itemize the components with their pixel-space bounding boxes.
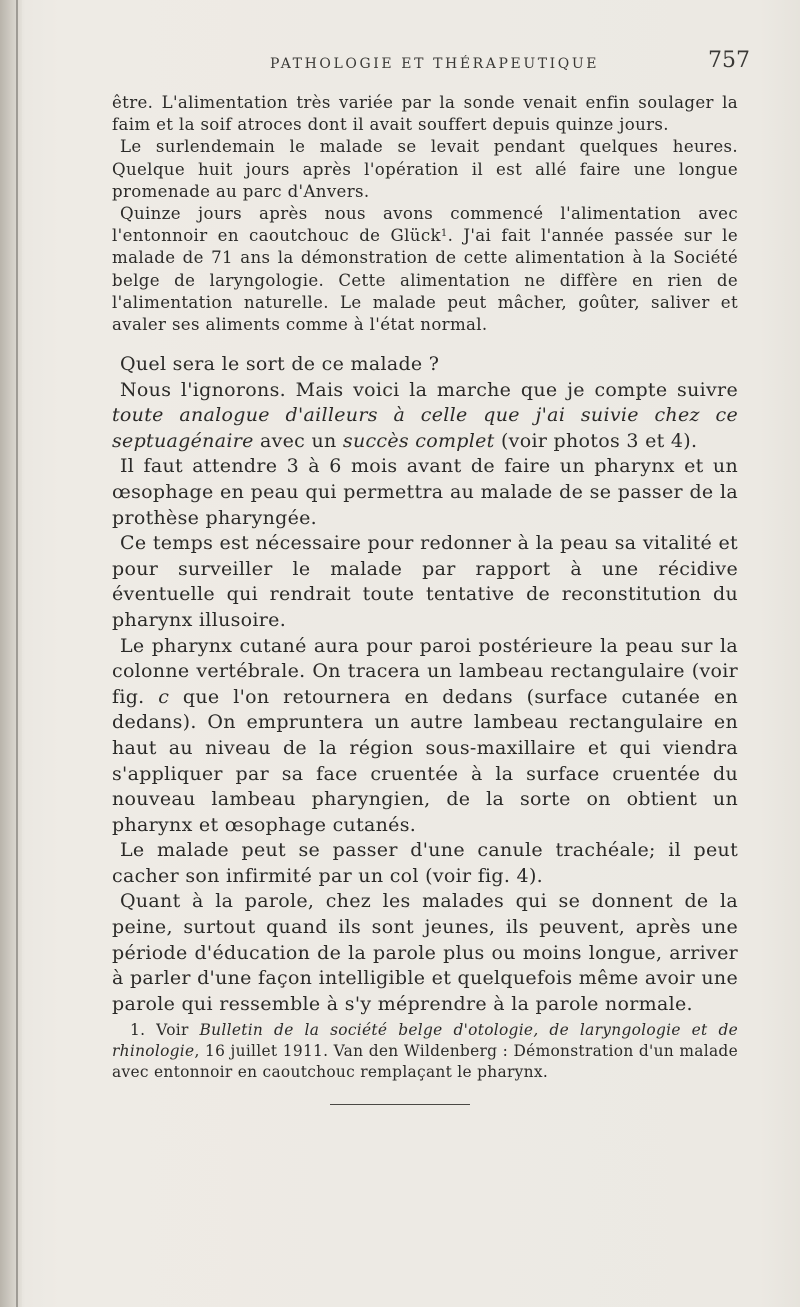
footnote (112, 1020, 738, 1083)
paragraph-text: Le pharynx cutané aura pour paroi postérieure la peau sur la colonne vertébrale. On tracera un lambeau rectangulaire (voir fig. (112, 634, 738, 708)
page-number: 757 (708, 48, 750, 73)
paragraph: Ce temps est nécessaire pour redonner à la peau sa vitalité et pour surveiller le malade par rapport à une récidive éventuelle qui rendrait toute tentative de reconstitution du pharynx illusoire. (112, 532, 738, 631)
footnote-citation: Bulletin de la société belge d'otologie, de laryngologie et de rhinologie (112, 1021, 738, 1060)
binding-edge (16, 0, 18, 1307)
footer-rule (330, 1104, 470, 1105)
paragraph-text: avec un (253, 429, 343, 452)
paragraph (112, 203, 738, 336)
italic-text: c (158, 685, 170, 708)
footnote-ref: 1 (440, 228, 448, 240)
section-alimentation (112, 92, 738, 336)
paragraph-text: Cette alimentation ne diffère en rien de l'alimentation naturelle. Le malade peut mâcher, goûter, saliver et avaler ses aliments comme à l'état normal. (112, 270, 739, 335)
paragraph-text: (voir photos 3 et 4). (494, 429, 698, 452)
paragraph: Le malade peut se passer d'une canule trachéale; il peut cacher son infirmité par un col (voir fig. 4). (112, 839, 738, 887)
footnote-text: , 16 juillet 1911. Van den Wildenberg : Démonstration d'un malade avec entonnoir en caoutchouc remplaçant le pharynx. (112, 1042, 738, 1081)
paragraph-text: . J'ai fait l'année passée sur le malade de 71 ans la démonstration de cette alimentation à la Société belge de laryngologie. (112, 226, 739, 290)
page-header (270, 42, 750, 82)
paragraph-text: Nous l'ignorons. Mais voici la marche que je compte suivre (120, 378, 738, 401)
paragraph: être. L'alimentation très variée par la sonde venait enfin soulager la faim et la soif atroces dont il avait souffert depuis quinze jours. (112, 93, 738, 135)
book-spine-shadow (0, 0, 22, 1307)
footnote-number: 1. Voir (130, 1021, 200, 1039)
italic-text: toute analogue d'ailleurs à celle que j'ai suivie chez ce septuagénaire (112, 404, 738, 452)
section-prognosis (112, 352, 738, 1017)
paragraph-text: que l'on retournera en dedans (surface cutanée en dedans). On empruntera un autre lambeau rectangulaire en haut au niveau de la région sous-maxillaire et qui viendra s'appliquer par sa face cruentée à la surface cruentée du nouveau lambeau pharyngien, de la sorte on obtient un pharynx et œsophage cutanés. (112, 685, 739, 836)
paragraph (112, 634, 738, 839)
running-head: PATHOLOGIE ET THÉRAPEUTIQUE (270, 56, 600, 72)
paragraph: Quel sera le sort de ce malade ? (120, 353, 440, 375)
paragraph: Quant à la parole, chez les malades qui se donnent de la peine, surtout quand ils sont jeunes, ils peuvent, après une période d'éducation de la parole plus ou moins longue, arriver à parler d'une façon intelligible et quelquefois même avoir une parole qui ressemble à s'y méprendre à la parole normale. (112, 890, 738, 1015)
paragraph: Il faut attendre 3 à 6 mois avant de faire un pharynx et un œsophage en peau qui permettra au malade de se passer de la prothèse pharyngée. (112, 455, 738, 529)
paragraph: Le surlendemain le malade se levait pendant quelques heures. Quelque huit jours après l'opération il est allé faire une longue promenade au parc d'Anvers. (112, 137, 738, 201)
paragraph-text: Quinze jours après nous avons commencé l'alimentation avec l'entonnoir en caoutchouc de Glück (112, 204, 738, 246)
paragraph (112, 378, 738, 455)
italic-text: succès complet (342, 429, 495, 452)
